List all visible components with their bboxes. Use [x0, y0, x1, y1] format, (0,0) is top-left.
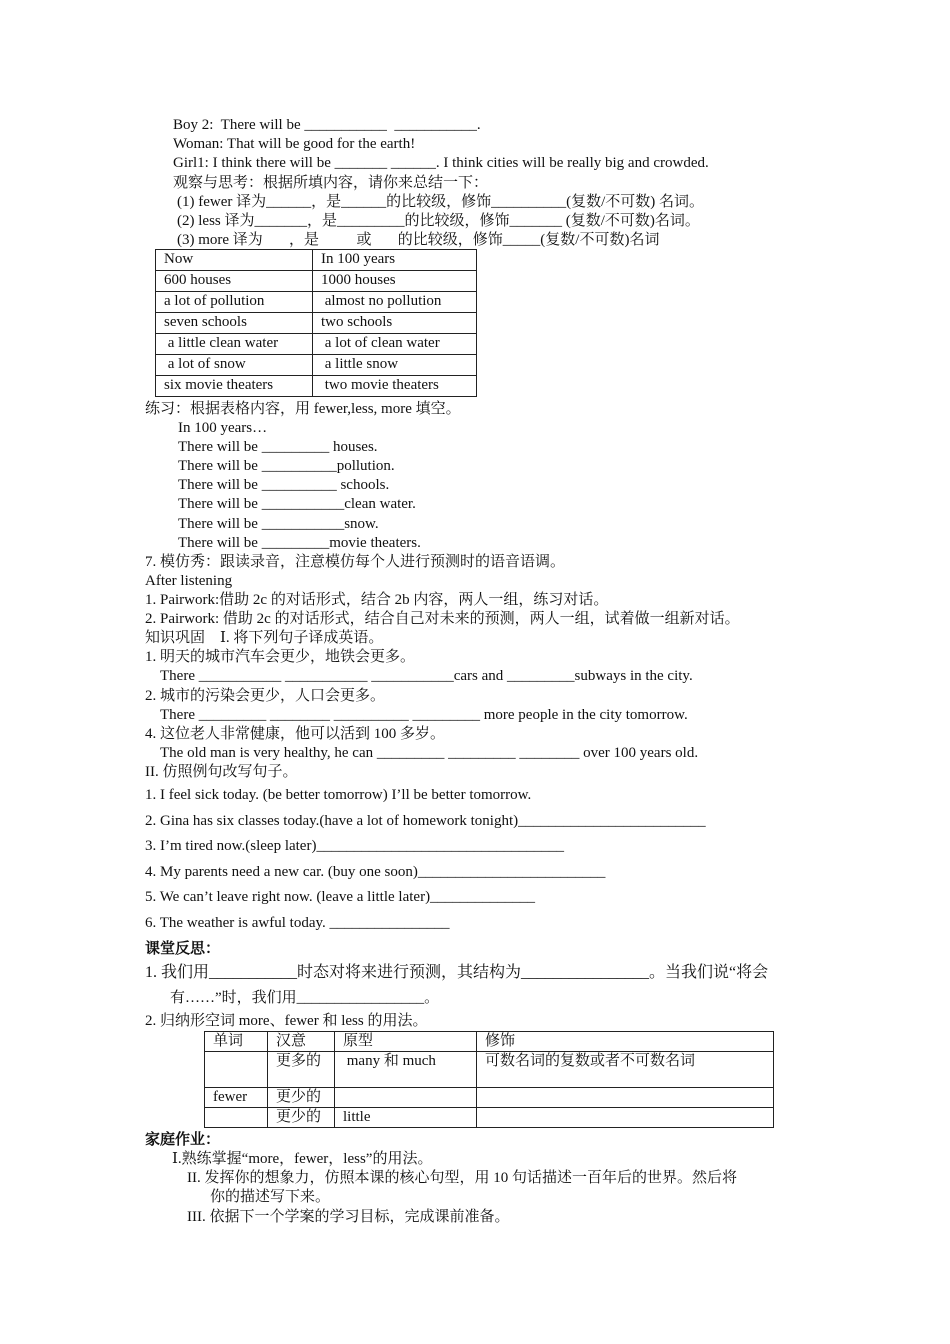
- table-row: [205, 1088, 774, 1108]
- table-cell: two movie theaters: [313, 376, 477, 397]
- dialogue-line: Girl1: I think there will be _______ ______. I think cities will be really big and crowded.: [173, 155, 709, 171]
- reflection-title: 课堂反思：: [145, 941, 221, 957]
- practice-line: There will be ___________clean water.: [178, 496, 416, 512]
- rewrite-item: 5. We can’t leave right now. (leave a little later)______________: [145, 889, 536, 905]
- table-row: [156, 250, 477, 271]
- reflection-item: 有……”时，我们用_________________。: [170, 990, 440, 1006]
- table-cell: [205, 1108, 268, 1128]
- table-cell: In 100 years: [313, 250, 477, 271]
- reflection-item: 1. 我们用___________时态对将来进行预测，其结构为________________。当我们说“将会: [145, 964, 769, 981]
- comparative-words-table: [204, 1031, 774, 1128]
- practice-line: There will be __________pollution.: [178, 458, 395, 474]
- translate-en: There _________ ________ __________ _________ more people in the city tomorrow.: [160, 707, 688, 723]
- observe-item: (1) fewer 译为______，是______的比较级，修饰__________(复数/不可数) 名词。: [177, 194, 705, 210]
- table-cell: 1000 houses: [313, 271, 477, 292]
- dialogue-line: Woman: That will be good for the earth!: [173, 136, 416, 152]
- after-listening-title: After listening: [145, 573, 233, 589]
- table-header-cell: 单词: [205, 1032, 268, 1052]
- practice-line: There will be __________ schools.: [178, 477, 390, 493]
- observe-title: 观察与思考：根据所填内容，请你来总结一下：: [173, 175, 489, 191]
- table-cell: two schools: [313, 313, 477, 334]
- table-row: [156, 355, 477, 376]
- table-cell: seven schools: [156, 313, 313, 334]
- consolidate-title: 知识巩固 Ⅰ. 将下列句子译成英语。: [145, 630, 384, 646]
- table-cell: six movie theaters: [156, 376, 313, 397]
- practice-line: There will be ___________snow.: [178, 516, 379, 532]
- translate-en: The old man is very healthy, he can _________ _________ ________ over 100 years old.: [160, 745, 699, 761]
- table-cell: [477, 1108, 774, 1128]
- dialogue-line: Boy 2: There will be ___________ ___________.: [173, 117, 481, 133]
- table-row: [156, 271, 477, 292]
- translate-cn: 4. 这位老人非常健康，他可以活到 100 多岁。: [145, 726, 446, 742]
- homework-item: II. 发挥你的想象力，仿照本课的核心句型，用 10 句话描述一百年后的世界。然后将: [187, 1170, 737, 1186]
- rewrite-item: 4. My parents need a new car. (buy one soon)_________________________: [145, 864, 606, 880]
- practice-line: There will be _________ houses.: [178, 439, 378, 455]
- table-row: [156, 292, 477, 313]
- translate-cn: 1. 明天的城市汽车会更少，地铁会更多。: [145, 649, 416, 665]
- homework-item: III. 依据下一个学案的学习目标，完成课前准备。: [187, 1209, 510, 1225]
- table-cell: almost no pollution: [313, 292, 477, 313]
- practice-line: There will be _________movie theaters.: [178, 535, 421, 551]
- rewrite-item: 1. I feel sick today. (be better tomorrow) I’ll be better tomorrow.: [145, 787, 532, 803]
- section-7: 7. 模仿秀：跟读录音，注意模仿每个人进行预测时的语音语调。: [145, 554, 566, 570]
- observe-item: (2) less 译为_______，是_________的比较级，修饰_______ (复数/不可数)名词。: [177, 213, 700, 229]
- table-cell: 600 houses: [156, 271, 313, 292]
- practice-title: 练习：根据表格内容，用 fewer,less, more 填空。: [145, 401, 461, 417]
- translate-cn: 2. 城市的污染会更少，人口会更多。: [145, 688, 386, 704]
- table-cell: a little snow: [313, 355, 477, 376]
- table-header-cell: 原型: [335, 1032, 477, 1052]
- table-row: [156, 334, 477, 355]
- observe-item: (3) more 译为 ，是 或 的比较级，修饰_____(复数/不可数)名词: [177, 232, 660, 248]
- table-cell: little: [335, 1108, 477, 1128]
- homework-item: 你的描述写下来。: [210, 1189, 331, 1205]
- translate-en: There ___________ ___________ ___________cars and _________subways in the city.: [160, 668, 693, 684]
- table-cell: a little clean water: [156, 334, 313, 355]
- table-cell: Now: [156, 250, 313, 271]
- table-cell: a lot of snow: [156, 355, 313, 376]
- table-header-cell: 汉意: [268, 1032, 335, 1052]
- table-cell: a lot of pollution: [156, 292, 313, 313]
- table-cell: 更少的: [268, 1088, 335, 1108]
- rewrite-title: II. 仿照例句改写句子。: [145, 764, 298, 780]
- table-cell: [205, 1052, 268, 1088]
- table-header-row: [205, 1032, 774, 1052]
- pairwork-item: 1. Pairwork:借助 2c 的对话形式，结合 2b 内容，两人一组，练习对话。: [145, 592, 609, 608]
- rewrite-item: 6. The weather is awful today. ________________: [145, 915, 450, 931]
- table-header-cell: 修饰: [477, 1032, 774, 1052]
- table-cell: 更多的: [268, 1052, 335, 1088]
- table-row: [205, 1052, 774, 1088]
- table-cell: 更少的: [268, 1108, 335, 1128]
- table-cell: [335, 1088, 477, 1108]
- homework-title: 家庭作业：: [145, 1132, 221, 1148]
- table-cell: 可数名词的复数或者不可数名词: [477, 1052, 774, 1088]
- pairwork-item: 2. Pairwork: 借助 2c 的对话形式，结合自己对未来的预测，两人一组，试着做一组新对话。: [145, 611, 740, 627]
- homework-item: Ⅰ.熟练掌握“more，fewer，less”的用法。: [172, 1151, 433, 1167]
- reflection-item: 2. 归纳形空词 more、fewer 和 less 的用法。: [145, 1013, 428, 1029]
- table-cell: [477, 1088, 774, 1108]
- table-cell: fewer: [205, 1088, 268, 1108]
- table-row: [156, 313, 477, 334]
- table-cell: a lot of clean water: [313, 334, 477, 355]
- rewrite-item: 2. Gina has six classes today.(have a lot of homework tonight)_________________________: [145, 813, 706, 829]
- practice-intro: In 100 years…: [178, 420, 268, 436]
- now-vs-future-table: [155, 249, 477, 397]
- table-row: [205, 1108, 774, 1128]
- table-row: [156, 376, 477, 397]
- rewrite-item: 3. I’m tired now.(sleep later)_________________________________: [145, 838, 564, 854]
- table-cell: many 和 much: [335, 1052, 477, 1088]
